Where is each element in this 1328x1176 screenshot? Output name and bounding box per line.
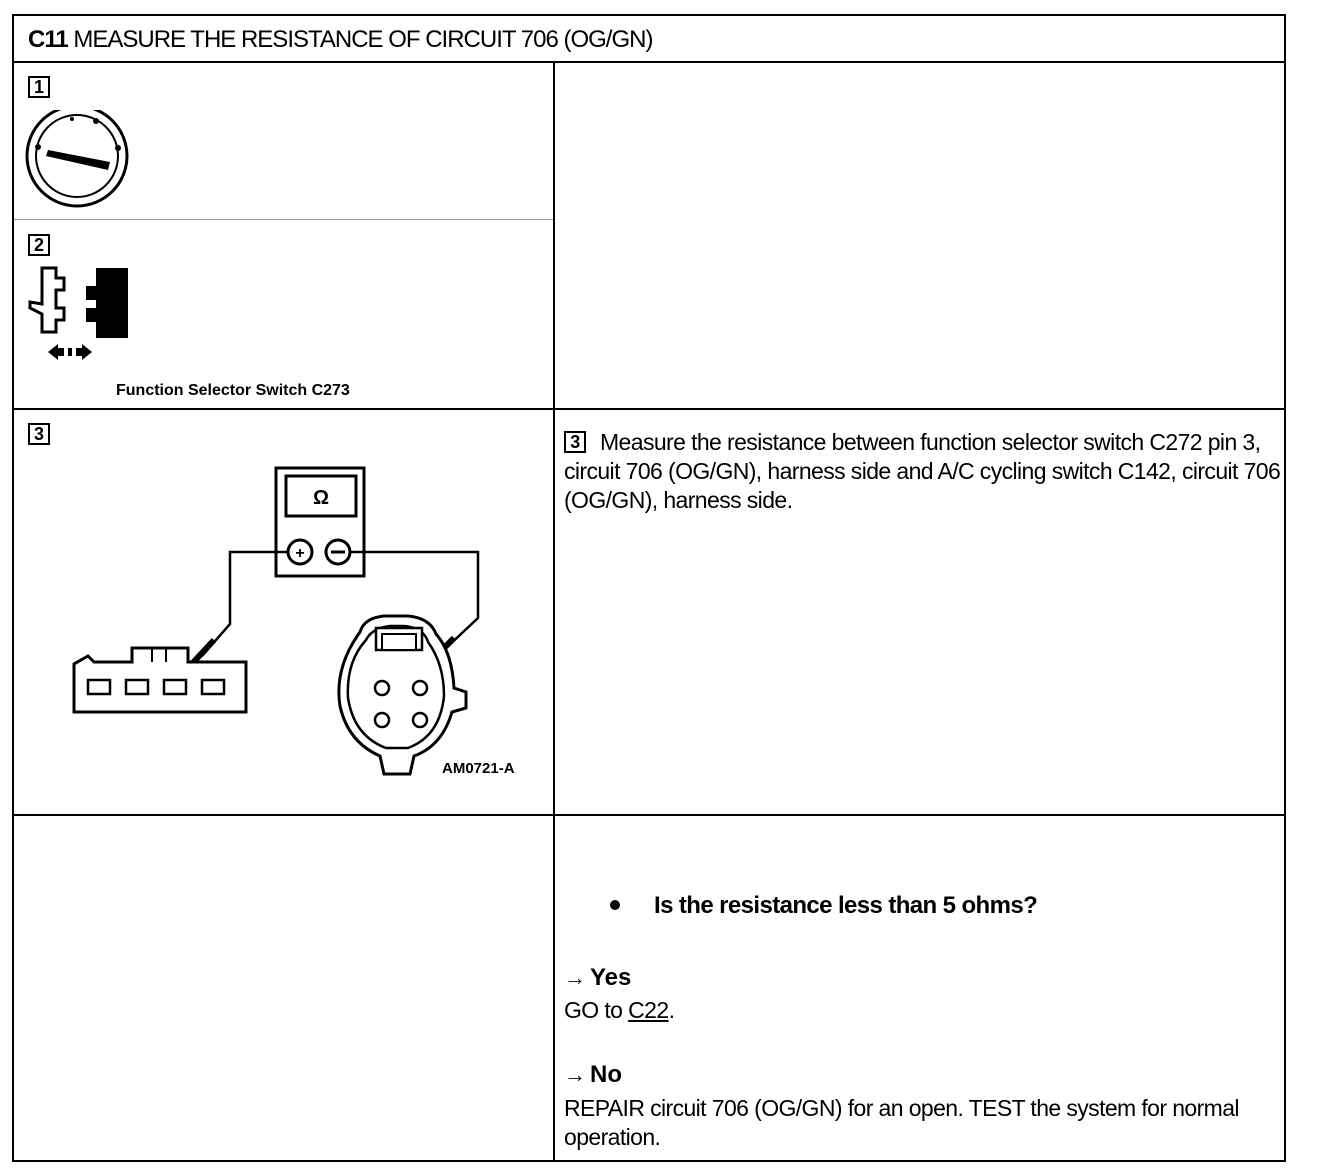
step-id: C11 xyxy=(28,26,68,53)
svg-text:+: + xyxy=(295,545,305,562)
ignition-switch-icon xyxy=(24,110,134,220)
meter-symbol: Ω xyxy=(312,487,330,509)
step-title xyxy=(28,26,652,54)
step-2-caption: Function Selector Switch C273 xyxy=(116,382,350,399)
no-label: No xyxy=(590,1061,622,1088)
step-1-marker: 1 xyxy=(28,76,50,98)
row-divider-1 xyxy=(14,408,1284,410)
yes-label: Yes xyxy=(590,964,632,991)
c22-link[interactable]: C22 xyxy=(628,997,669,1023)
diagnostic-table xyxy=(12,14,1286,1162)
bullet-icon xyxy=(610,900,620,910)
no-action: REPAIR circuit 706 (OG/GN) for an open. TEST the system for normal operation. xyxy=(564,1095,1239,1150)
column-divider xyxy=(553,63,555,1160)
yes-heading xyxy=(564,964,631,992)
c142-connector-icon xyxy=(339,616,466,774)
step-2-marker: 2 xyxy=(28,234,50,256)
disconnect-connector-icon xyxy=(24,264,134,374)
step-1-2-divider xyxy=(14,219,553,220)
yes-suffix: . xyxy=(668,997,675,1023)
ohmmeter-diagram xyxy=(64,456,544,776)
header-divider xyxy=(14,61,1284,63)
figure-id: AM0721-A xyxy=(442,760,515,777)
step-title-text: MEASURE THE RESISTANCE OF CIRCUIT 706 (OG/GN) xyxy=(73,26,653,53)
c272-connector-icon xyxy=(74,648,246,712)
arrow-right-icon: → xyxy=(564,965,586,990)
arrow-right-icon: → xyxy=(564,1062,586,1087)
no-heading xyxy=(564,1061,622,1089)
step-3-marker: 3 xyxy=(28,423,50,445)
question-text: Is the resistance less than 5 ohms? xyxy=(654,892,1038,919)
instruction-step-marker: 3 xyxy=(564,431,586,453)
row-divider-2 xyxy=(14,814,1284,816)
yes-prefix: GO to xyxy=(564,997,623,1023)
instruction-text xyxy=(564,428,1284,515)
yes-action xyxy=(564,996,1284,1025)
instruction-body: Measure the resistance between function selector switch C272 pin 3, circuit 706 (OG/GN), harness side and A/C cycling switch C142, circuit 706 (OG/GN), harness side. xyxy=(564,429,1281,513)
